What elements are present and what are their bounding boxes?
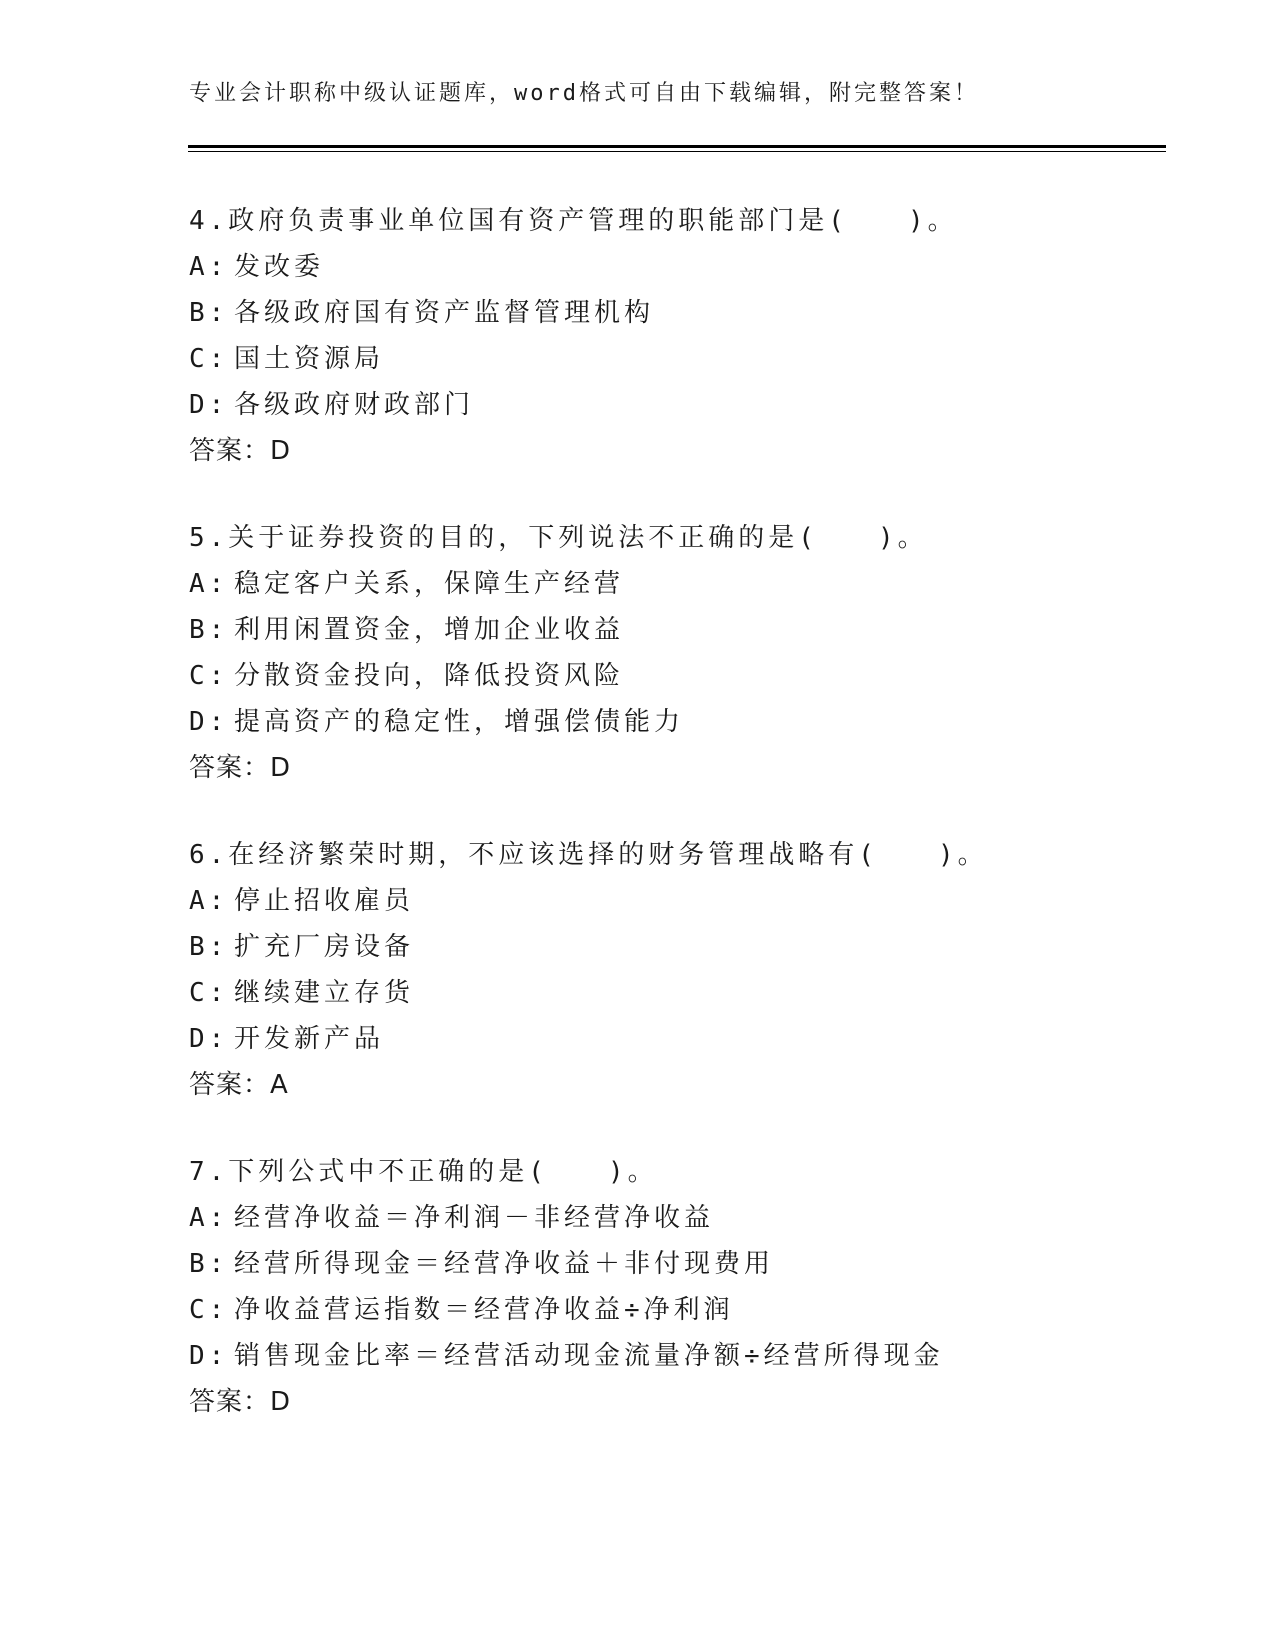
option-d [189,1333,1179,1379]
answer: 答案：D [189,753,292,783]
option-letter: A: [189,886,229,916]
option-letter: B: [189,615,229,645]
option-d [189,382,1179,428]
option-letter: D: [189,707,229,737]
option-b [189,1241,1179,1287]
option-letter: A: [189,252,229,282]
header-rule-thin [188,151,1166,152]
option-text: 分散资金投向，降低投资风险 [234,661,625,691]
answer: 答案：A [189,1070,289,1100]
option-letter: C: [189,978,229,1008]
question-6 [189,832,1179,1108]
option-a [189,561,1179,607]
question-7 [189,1149,1179,1425]
option-text: 净收益营运指数＝经营净收益÷净利润 [234,1295,734,1325]
option-c [189,653,1179,699]
option-text: 国土资源局 [234,344,385,374]
option-letter: C: [189,344,229,374]
option-text: 稳定客户关系，保障生产经营 [234,569,625,599]
option-letter: A: [189,1203,229,1233]
option-d [189,1016,1179,1062]
option-text: 各级政府国有资产监督管理机构 [234,298,655,328]
option-text: 利用闲置资金，增加企业收益 [234,615,625,645]
option-c [189,970,1179,1016]
option-letter: A: [189,569,229,599]
option-text: 继续建立存货 [234,978,415,1008]
question-stem: 4.政府负责事业单位国有资产管理的职能部门是( )。 [189,206,958,236]
option-text: 发改委 [234,252,325,282]
option-letter: C: [189,661,229,691]
question-5 [189,515,1179,791]
question-stem: 7.下列公式中不正确的是( )。 [189,1157,658,1187]
option-c [189,336,1179,382]
document-header: 专业会计职称中级认证题库，word格式可自由下载编辑，附完整答案！ [189,81,979,106]
option-text: 各级政府财政部门 [234,390,475,420]
option-b [189,607,1179,653]
option-a [189,878,1179,924]
option-letter: B: [189,1249,229,1279]
header-rule-thick [188,145,1166,148]
option-text: 销售现金比率＝经营活动现金流量净额÷经营所得现金 [234,1341,944,1371]
option-letter: B: [189,298,229,328]
option-d [189,699,1179,745]
answer: 答案：D [189,1387,292,1417]
option-text: 停止招收雇员 [234,886,415,916]
option-letter: D: [189,1341,229,1371]
question-stem: 5.关于证券投资的目的，下列说法不正确的是( )。 [189,523,928,553]
option-letter: C: [189,1295,229,1325]
answer: 答案：D [189,436,292,466]
option-letter: B: [189,932,229,962]
option-text: 开发新产品 [234,1024,385,1054]
option-a [189,244,1179,290]
option-text: 提高资产的稳定性，增强偿债能力 [234,707,685,737]
option-letter: D: [189,390,229,420]
option-text: 经营净收益＝净利润－非经营净收益 [234,1203,715,1233]
option-b [189,924,1179,970]
question-4 [189,198,1179,474]
option-text: 扩充厂房设备 [234,932,415,962]
option-letter: D: [189,1024,229,1054]
question-stem: 6.在经济繁荣时期，不应该选择的财务管理战略有( )。 [189,840,988,870]
option-c [189,1287,1179,1333]
option-b [189,290,1179,336]
option-text: 经营所得现金＝经营净收益＋非付现费用 [234,1249,775,1279]
option-a [189,1195,1179,1241]
